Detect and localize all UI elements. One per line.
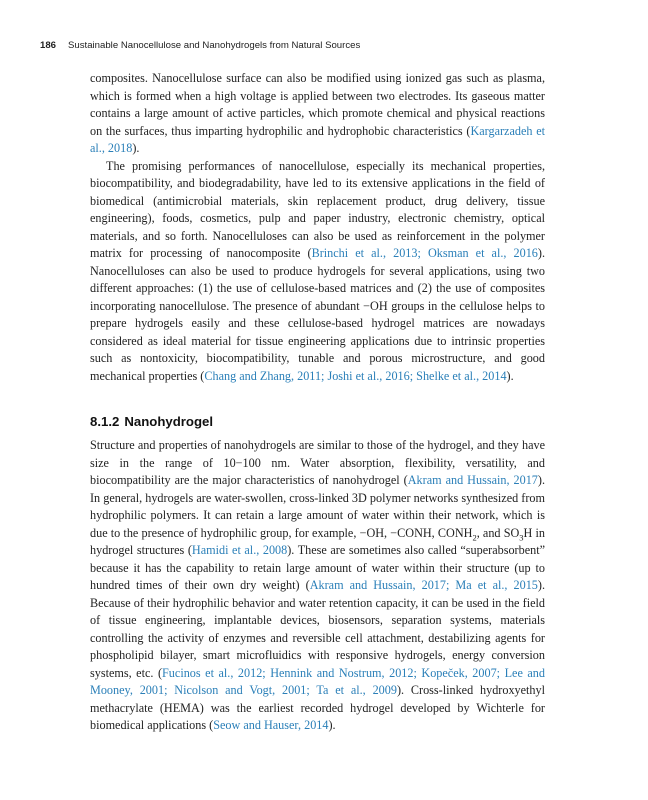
section-heading xyxy=(90,413,545,431)
page-number: 186 xyxy=(40,40,57,51)
citation-link[interactable]: Kargarzadeh et al., 2018 xyxy=(90,123,545,155)
section-title: Nanohydrogel xyxy=(124,414,213,429)
citation-link[interactable]: Hamidi et al., 2008 xyxy=(191,543,288,557)
paragraph-1: composites. Nanocellulose surface can also be modified using ionized gas such as plasma, which is formed when a high voltage is applied between two electrodes. Its gaseous matter contains a large amount of active particles, which promote chemical and physical reactions on the surfaces, thus imparting hydrophilic and hydrophobic characteristics (Kargarzadeh et al., 2018). xyxy=(90,71,545,155)
citation-link[interactable]: Seow and Hauser, 2014 xyxy=(213,718,329,732)
citation-link[interactable]: Chang and Zhang, 2011; Joshi et al., 2016; Shelke et al., 2014 xyxy=(204,368,507,383)
citation-link[interactable]: Akram and Hussain, 2017 xyxy=(407,473,538,487)
citation-link[interactable]: Fucinos et al., 2012; Hennink and Nostrum, 2012; Kopeček, 2007; Lee and Mooney, 2001; Nicolson and Vogt, 2001; Ta et al., 2009 xyxy=(90,665,545,697)
paragraph-2: The promising performances of nanocellulose, especially its mechanical properties, biocompatibility, and biodegradability, have led to its extensive applications in the field of biomedical (antimicrobial materials, skin replacement product, drug delivery, tissue engineering), foods, cosmetics, pulp and paper industry, electronic chemistry, optical materials, and so forth. Nanocelluloses can also be used as reinforcement in the polymer matrix for processing of nanocomposite (Brinchi et al., 2013; Oksman et al., 2016). Nanocelluloses can also be used to produce hydrogels for several applications, using two different approaches: (1) the use of cellulose-based matrices and (2) the use of composites incorporating nanocellulose. The presence of abundant −OH groups in the cellulose helps to prepare hydrogels easily and these cellulose-based hydrogel matrices are nowadays considered as ideal material for tissue engineering applications due to intrinsic properties such as nontoxicity, biocompatibility, tunable and porous microstructure, and good mechanical properties (Chang and Zhang, 2011; Joshi et al., 2016; Shelke et al., 2014). xyxy=(90,158,545,383)
section-number: 8.1.2 xyxy=(90,414,120,429)
running-title: Sustainable Nanocellulose and Nanohydrogels from Natural Sources xyxy=(68,40,361,51)
citation-link[interactable]: Brinchi et al., 2013; Oksman et al., 2016 xyxy=(311,246,538,260)
subscript: 3 xyxy=(519,531,524,542)
page-body xyxy=(90,70,545,735)
citation-link[interactable]: Akram and Hussain, 2017; Ma et al., 2015 xyxy=(309,578,538,592)
running-header xyxy=(40,40,560,56)
subscript: 2 xyxy=(472,531,477,542)
paragraph-3: Structure and properties of nanohydrogels are similar to those of the hydrogel, and they have size in the range of 10−100 nm. Water absorption, flexibility, versatility, and biocompatibility are the major characteristics of nanohydrogel (Akram and Hussain, 2017). In general, hydrogels are water-swollen, cross-linked 3D polymer networks synthesized from hydrophilic polymers. It can retain a large amount of water within their network, which is due to the presence of hydrophilic group, for example, −OH, −CONH, $CONH_2$, and $SO_3H$ in hydrogel structures (Hamidi et al., 2008). These are sometimes also called “superabsorbent” because it has the capability to retain large amount of water within their structure (up to hundred times of their own dry weight) (Akram and Hussain, 2017; Ma et al., 2015). Because of their hydrophilic behavior and water retention capacity, it can be used in the field of tissue engineering, implantable devices, biosensors, separation systems, materials controlling the activity of enzymes and reversible cell attachment, destabilizing agents for phospholipid bilayer, smart microfluidics with responsive hydrogels, energy conversion systems, etc. (Fucinos et al., 2012; Hennink and Nostrum, 2012; Kopeček, 2007; Lee and Mooney, 2001; Nicolson and Vogt, 2001; Ta et al., 2009). Cross-linked hydroxyethyl methacrylate (HEMA) was the earliest recorded hydrogel developed by Wichterle for biomedical applications (Seow and Hauser, 2014). xyxy=(90,438,546,732)
